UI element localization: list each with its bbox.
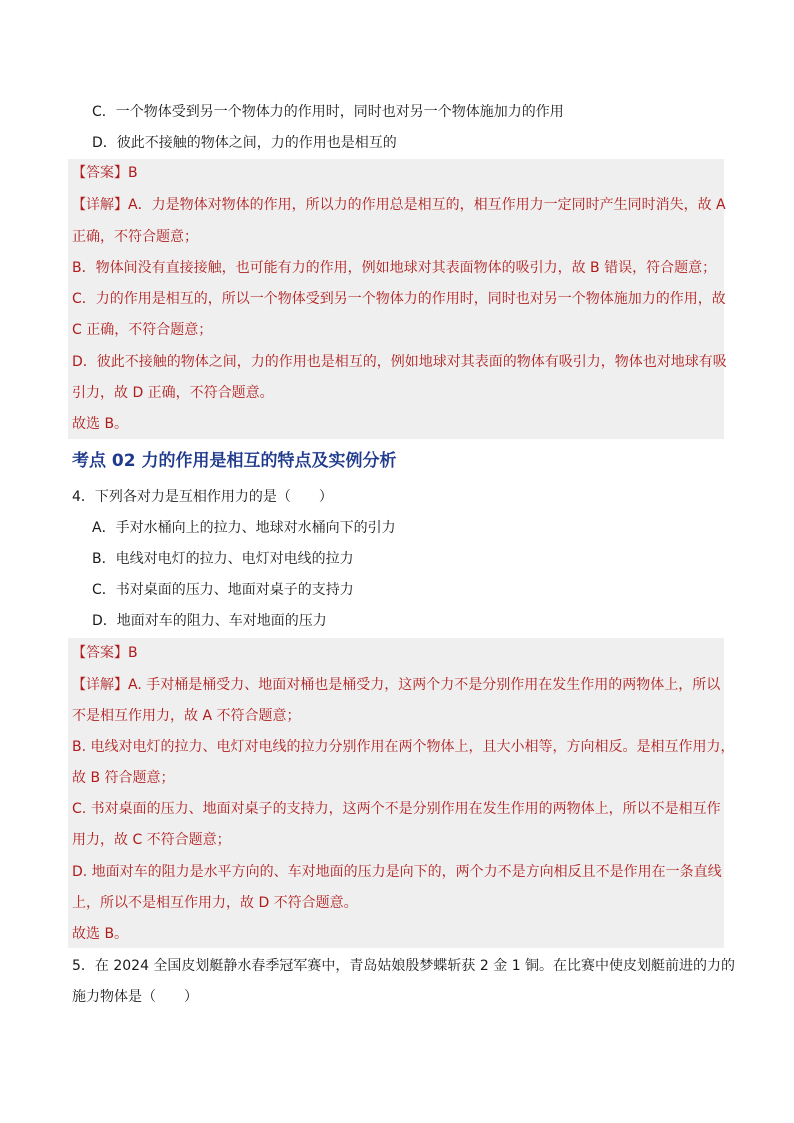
q4-detail-line-2: 不是相互作用力，故 A 不符合题意； (72, 708, 301, 724)
q3-option-c: C．一个物体受到另一个物体力的作用时，同时也对另一个物体施加力的作用 (92, 104, 564, 120)
section-heading: 考点 02 力的作用是相互的特点及实例分析 (72, 451, 397, 471)
q4-detail-line-3: B. 电线对电灯的拉力、电灯对电线的拉力分别作用在两个物体上，且大小相等，方向相反。是相互作用力， (72, 739, 735, 755)
q4-option-b: B．电线对电灯的拉力、电灯对电线的拉力 (92, 551, 354, 567)
answer-value: B (128, 645, 138, 661)
q3-detail-line-3: B．物体间没有直接接触，也可能有力的作用，例如地球对其表面物体的吸引力，故 B 错误，符合题意； (72, 260, 717, 276)
q4-detail-line-6: 用力，故 C 不符合题意； (72, 832, 231, 848)
q4-answer (72, 643, 138, 663)
q5-stem-line-1: 5．在 2024 全国皮划艇静水春季冠军赛中，青岛姑娘殷梦蝶斩获 2 金 1 铜。在比赛中使皮划艇前进的力的 (72, 958, 736, 974)
q3-detail-line-1 (72, 195, 726, 215)
q4-option-c: C．书对桌面的压力、地面对桌子的支持力 (92, 582, 354, 598)
q3-detail-line-2: 正确，不符合题意； (72, 229, 198, 245)
q4-option-d: D．地面对车的阻力、车对地面的压力 (92, 613, 327, 629)
detail-label: 【详解】 (72, 197, 128, 213)
q3-detail-line-7: 引力，故 D 正确，不符合题意。 (72, 385, 274, 401)
q4-conclusion: 故选 B。 (72, 926, 129, 942)
q4-option-a: A．手对水桶向上的拉力、地球对水桶向下的引力 (92, 520, 396, 536)
q4-detail-line-4: 故 B 符合题意； (72, 770, 175, 786)
answer-value: B (128, 165, 138, 181)
q3-conclusion: 故选 B。 (72, 416, 129, 432)
detail-text: A. 手对桶是桶受力、地面对桶也是桶受力，这两个力不是分别作用在发生作用的两物体上，所以 (128, 677, 721, 693)
q3-answer (72, 163, 138, 183)
q3-detail-line-4: C．力的作用是相互的，所以一个物体受到另一个物体力的作用时，同时也对另一个物体施加力的作用，故 (72, 291, 726, 307)
answer-label: 【答案】 (72, 165, 128, 181)
q4-detail-line-8: 上，所以不是相互作用力，故 D 不符合题意。 (72, 895, 358, 911)
q5-stem-line-2: 施力物体是（ ） (72, 989, 198, 1005)
q3-option-d: D．彼此不接触的物体之间，力的作用也是相互的 (92, 135, 397, 151)
answer-label: 【答案】 (72, 645, 128, 661)
detail-text: A．力是物体对物体的作用，所以力的作用总是相互的，相互作用力一定同时产生同时消失，故 A (128, 197, 726, 213)
q4-detail-line-1 (72, 675, 720, 695)
q4-detail-line-5: C. 书对桌面的压力、地面对桌子的支持力，这两个不是分别作用在发生作用的两物体上，所以不是相互作 (72, 801, 721, 817)
q3-detail-line-5: C 正确，不符合题意； (72, 322, 213, 338)
q3-detail-line-6: D．彼此不接触的物体之间，力的作用也是相互的，例如地球对其表面的物体有吸引力，物体也对地球有吸 (72, 354, 727, 370)
detail-label: 【详解】 (72, 677, 128, 693)
q4-detail-line-7: D. 地面对车的阻力是水平方向的、车对地面的压力是向下的，两个力不是方向相反且不是作用在一条直线 (72, 864, 722, 880)
q4-stem: 4．下列各对力是互相作用力的是（ ） (72, 489, 333, 505)
